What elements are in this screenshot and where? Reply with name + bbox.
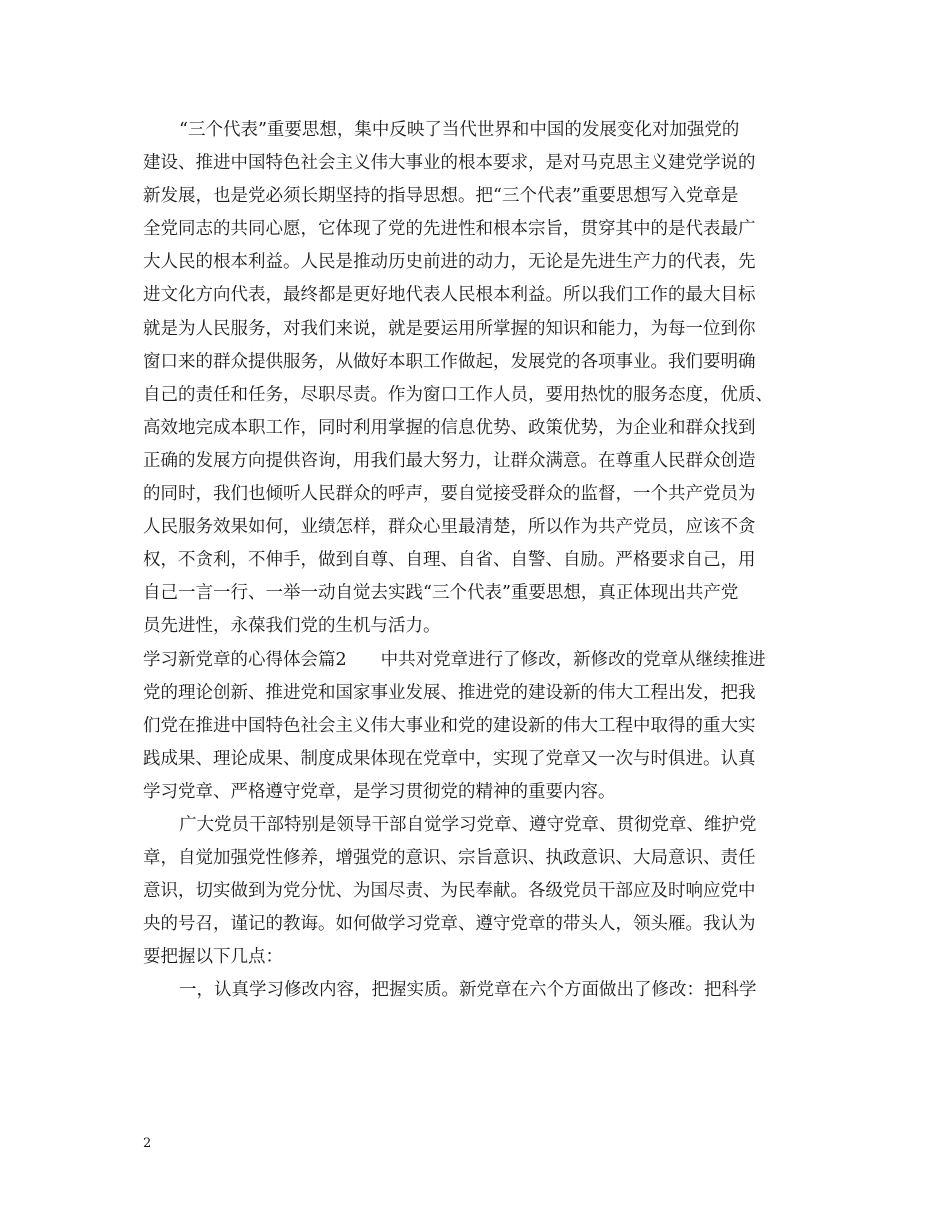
text-line: 正确的发展方向提供咨询，用我们最大努力，让群众满意。在尊重人民群众创造 xyxy=(143,450,756,471)
section-heading: 学习新党章的心得体会篇2 xyxy=(143,649,347,670)
text-line: 人民服务效果如何，业绩怎样，群众心里最清楚，所以作为共产党员，应该不贪 xyxy=(143,517,756,538)
text-line: 新发展，也是党必须长期坚持的指导思想。把“三个代表”重要思想写入党章是 xyxy=(143,186,739,207)
text-line: 权，不贪利，不伸手，做到自尊、自理、自省、自警、自励。严格要求自己，用 xyxy=(143,550,756,571)
paragraph-cadres xyxy=(143,809,823,974)
text-line: 们党在推进中国特色社会主义伟大事业和党的建设新的伟大工程中取得的重大实 xyxy=(143,715,756,736)
text-line: 高效地完成本职工作，同时利用掌握的信息优势、政策优势，为企业和群众找到 xyxy=(143,417,756,438)
paragraph-point-one xyxy=(143,974,823,1007)
text-line-tail: 中共对党章进行了修改，新修改的党章从继续推进 xyxy=(380,649,766,670)
text-line: 一，认真学习修改内容，把握实质。新党章在六个方面做出了修改：把科学 xyxy=(179,980,757,1001)
paragraph-new-party-constitution xyxy=(143,644,823,809)
text-line: 就是为人民服务，对我们来说，就是要运用所掌握的知识和能力，为每一位到你 xyxy=(143,318,756,339)
text-line: 窗口来的群众提供服务，从做好本职工作做起，发展党的各项事业。我们要明确 xyxy=(143,351,756,372)
text-line: 广大党员干部特别是领导干部自觉学习党章、遵守党章、贯彻党章、维护党 xyxy=(179,814,757,835)
text-line: 章，自觉加强党性修养，增强党的意识、宗旨意识、执政意识、大局意识、责任 xyxy=(143,848,756,869)
text-line: 学习党章、严格遵守党章，是学习贯彻党的精神的重要内容。 xyxy=(143,781,616,802)
text-line: “三个代表”重要思想，集中反映了当代世界和中国的发展变化对加强党的 xyxy=(179,120,740,140)
text-line: 建设、推进中国特色社会主义伟大事业的根本要求，是对马克思主义建党学说的 xyxy=(143,153,756,174)
text-line: 全党同志的共同心愿，它体现了党的先进性和根本宗旨，贯穿其中的是代表最广 xyxy=(143,219,756,240)
text-line: 央的号召，谨记的教诲。如何做学习党章、遵守党章的带头人，领头雁。我认为 xyxy=(143,914,756,935)
text-line: 党的理论创新、推进党和国家事业发展、推进党的建设新的伟大工程出发，把我 xyxy=(143,682,756,703)
page-number: 2 xyxy=(143,1136,152,1151)
text-line: 要把握以下几点： xyxy=(143,947,283,968)
text-line: 践成果、理论成果、制度成果体现在党章中，实现了党章又一次与时俱进。认真 xyxy=(143,748,756,769)
text-line: 自己一言一行、一举一动自觉去实践“三个代表”重要思想，真正体现出共产党 xyxy=(143,583,739,604)
text-line: 自己的责任和任务，尽职尽责。作为窗口工作人员，要用热忱的服务态度，优质、 xyxy=(143,384,773,405)
paragraph-three-represents xyxy=(143,114,823,644)
text-line: 意识，切实做到为党分忧、为国尽责、为民奉献。各级党员干部应及时响应党中 xyxy=(143,881,756,902)
document-body xyxy=(143,114,823,1008)
text-line: 进文化方向代表，最终都是更好地代表人民根本利益。所以我们工作的最大目标 xyxy=(143,285,756,306)
text-line: 大人民的根本利益。人民是推动历史前进的动力，无论是先进生产力的代表，先 xyxy=(143,252,756,273)
section-heading-line xyxy=(143,644,823,677)
text-line: 的同时，我们也倾听人民群众的呼声，要自觉接受群众的监督，一个共产党员为 xyxy=(143,484,756,505)
text-line: 员先进性，永葆我们党的生机与活力。 xyxy=(143,616,441,637)
